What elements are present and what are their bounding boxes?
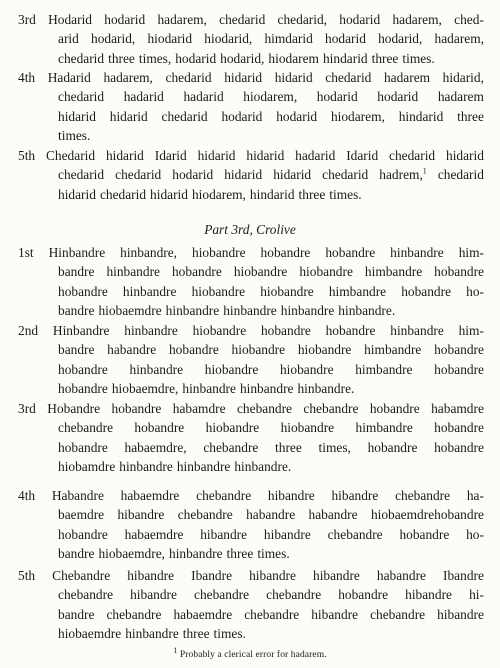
word: chebandre — [303, 401, 359, 416]
word: chebandre — [327, 526, 383, 542]
word: himbandre — [355, 420, 413, 436]
footnote-ref: 1 — [422, 166, 427, 176]
word: hobandre — [171, 264, 222, 280]
verse-line — [18, 262, 484, 281]
word: hiodarem, — [191, 186, 246, 202]
word: himbandre — [364, 342, 422, 358]
word: 4th — [18, 488, 36, 503]
word: 3rd — [18, 401, 36, 416]
word: habaemdre — [120, 488, 180, 503]
word: Hinbandre — [52, 323, 110, 338]
verse-line — [18, 243, 484, 262]
word: hadarem — [437, 89, 484, 105]
word: hinbandre — [390, 245, 444, 260]
word: hiobaemdre — [58, 625, 122, 641]
word: chedarid, — [277, 12, 327, 27]
word: Ibandre — [443, 568, 484, 583]
word: hodarid — [104, 12, 146, 27]
word: hodarid, — [220, 50, 265, 66]
word: hodarid — [377, 89, 419, 105]
word: hobandre — [367, 439, 418, 455]
word: habandre — [246, 507, 296, 523]
word: hidarid — [246, 148, 285, 163]
word: ho- — [466, 283, 484, 299]
word: Habandre — [51, 488, 104, 503]
word: hobandre — [434, 439, 484, 455]
word: hindarid — [249, 186, 295, 202]
word: ho- — [466, 526, 484, 542]
word: himbandre — [355, 361, 413, 377]
word: hodarid, — [378, 31, 423, 47]
word: hodarid — [221, 108, 263, 124]
word: hibandre — [200, 526, 248, 542]
word: hobandre — [111, 401, 162, 416]
word: hinbandre. — [297, 380, 355, 396]
word: habamdre — [172, 401, 226, 416]
word: chedarid — [58, 50, 105, 66]
word: 3rd — [18, 12, 36, 27]
part-title: Part 3rd, Crolive — [204, 222, 296, 237]
word: baemdre — [58, 507, 105, 523]
word: hadarem, — [392, 12, 442, 27]
footnote — [0, 645, 500, 660]
word: him- — [458, 323, 484, 338]
word: ha- — [466, 488, 484, 503]
word: hidarid — [58, 186, 96, 202]
word: hobandre — [58, 361, 108, 377]
verse-line — [18, 486, 484, 505]
word: hadarem — [383, 70, 431, 85]
word: hadarem, — [434, 31, 484, 47]
word: times, — [138, 50, 172, 66]
word: times. — [402, 50, 435, 66]
word: hibandre — [437, 606, 484, 622]
word: times. — [58, 127, 91, 143]
word: Hobandre — [47, 401, 101, 416]
verse-line — [18, 438, 484, 457]
word: hibandre — [130, 587, 177, 603]
word: hiodarem, — [330, 108, 385, 124]
word: three — [371, 50, 399, 66]
word: hinbandre — [239, 380, 294, 396]
word: hiobandre — [205, 420, 260, 436]
word: chebandre — [58, 420, 114, 436]
verse-line — [18, 525, 484, 544]
word: 5th — [18, 148, 36, 163]
verse-line — [18, 624, 484, 643]
verse-line — [18, 321, 484, 340]
word: hibandre — [405, 587, 452, 603]
word: hiobandre — [192, 323, 247, 338]
word: hinbandre — [124, 323, 178, 338]
word: chebandre — [395, 488, 451, 503]
word: hiodarid — [147, 31, 193, 47]
verse-line — [18, 379, 484, 398]
word: chedarid — [322, 167, 369, 183]
word: bandre — [58, 342, 95, 358]
verse-line — [18, 282, 484, 301]
verse-block — [18, 243, 484, 320]
word: chebandre — [203, 439, 259, 455]
word: Idarid — [154, 148, 187, 163]
verse-line — [18, 10, 484, 29]
word: hiobandre — [192, 245, 246, 260]
word: chebandre — [244, 606, 300, 622]
word: himbandre — [364, 264, 423, 280]
word: Chedarid — [45, 148, 96, 163]
verse-line — [18, 585, 484, 604]
word: three — [226, 545, 254, 561]
word: hobandre — [168, 342, 219, 358]
word: hibandre — [313, 568, 360, 583]
word: hobandre — [399, 526, 450, 542]
word: hinbandre — [169, 545, 223, 561]
word: times, — [318, 439, 351, 455]
word: hobandre — [58, 283, 108, 299]
word: hibandre — [249, 568, 296, 583]
footnote-text: Probably a clerical error for hadarem. — [179, 650, 327, 660]
word: hinbandre. — [234, 458, 292, 474]
word: hibandre — [117, 507, 165, 523]
word: hidarid — [150, 186, 188, 202]
word: Hadarid — [47, 70, 91, 85]
word: hodarid, — [91, 31, 136, 47]
word: hiodarem, — [243, 89, 298, 105]
verse-line — [18, 360, 484, 379]
verse-block — [18, 321, 484, 398]
word: hiobandre — [279, 361, 334, 377]
word: hiobamdre — [58, 458, 116, 474]
verse-line — [18, 418, 484, 437]
word: chebandre — [106, 606, 162, 622]
word: hiobandre — [231, 342, 286, 358]
word: 1st — [18, 245, 34, 260]
word: hiobaemdre, — [98, 545, 165, 561]
word: three — [298, 186, 326, 202]
word: hiodarem — [268, 50, 319, 66]
word: hadarem, — [103, 70, 153, 85]
verse-block — [18, 486, 484, 563]
word: three — [457, 108, 484, 124]
verse-line — [18, 146, 484, 165]
word: hobandre — [325, 323, 376, 338]
word: hiobandre — [299, 264, 353, 280]
word: hadarid — [295, 148, 336, 163]
word: habaemdre — [124, 526, 184, 542]
word: 2nd — [18, 323, 39, 338]
word: times. — [257, 545, 290, 561]
verse-line — [18, 457, 484, 476]
word: bandre — [58, 545, 95, 561]
word: chedarid — [437, 167, 484, 183]
word: himdarid — [264, 31, 313, 47]
word: hiobaemdre, — [111, 380, 179, 396]
word: hobandre — [434, 420, 484, 436]
verse-line — [18, 107, 484, 126]
word: him- — [458, 245, 484, 260]
word: hibandre — [263, 526, 311, 542]
word: habandre — [308, 507, 358, 523]
word: times. — [329, 186, 362, 202]
word: hodarid — [172, 167, 214, 183]
word: hibandre — [267, 488, 315, 503]
word: hidarid — [446, 148, 484, 163]
verse-line — [18, 126, 484, 145]
word: chedarid — [161, 108, 208, 124]
word: chebandre — [370, 606, 426, 622]
word: hodarid — [325, 31, 366, 47]
word: hobandre — [434, 361, 484, 377]
word: hodarid — [339, 12, 381, 27]
word: hidarid — [197, 148, 236, 163]
word: hinbandre — [119, 458, 173, 474]
word: habaemdre — [173, 606, 233, 622]
word: three — [182, 625, 210, 641]
word: chebandre — [196, 488, 252, 503]
word: bandre — [58, 606, 95, 622]
verse-line — [18, 566, 484, 585]
word: hodarid — [316, 89, 358, 105]
word: chedarid — [219, 12, 266, 27]
word: hodarid — [276, 108, 318, 124]
word: hobandre — [58, 526, 108, 542]
word: hiobandre — [280, 420, 335, 436]
word: hinbandre — [176, 458, 231, 474]
word: hindarid — [398, 108, 444, 124]
word: hidarid — [224, 167, 263, 183]
word: hidarid — [274, 70, 313, 85]
word: chebandre — [236, 401, 292, 416]
word: hobandre — [434, 342, 484, 358]
word: bandre — [58, 264, 95, 280]
word: himbandre — [328, 283, 387, 299]
verse-block — [18, 399, 484, 476]
word: hinbandre — [165, 302, 220, 318]
word: hobandre — [260, 323, 311, 338]
word: chedarid — [165, 70, 212, 85]
word: hadarem, — [157, 12, 207, 27]
verse-line — [18, 87, 484, 106]
word: hobandre — [338, 587, 389, 603]
word: hiobandre — [233, 264, 288, 280]
word: chedarid — [99, 186, 147, 202]
word: hiobaemdre — [98, 302, 162, 318]
word: chebandre — [58, 587, 114, 603]
word: hinbandre — [182, 380, 236, 396]
word: hinbandre — [106, 264, 160, 280]
word: hindarid — [322, 50, 368, 66]
verse-line — [18, 29, 484, 48]
word: Hodarid — [48, 12, 93, 27]
word: hibandre — [331, 488, 379, 503]
word: hadarid — [183, 89, 224, 105]
word: Idarid — [346, 148, 379, 163]
verse-line — [18, 340, 484, 359]
verse-line — [18, 505, 484, 524]
word: hibandre — [127, 568, 175, 583]
word: hidarid — [224, 70, 263, 85]
verse-line — [18, 399, 484, 418]
word: ched- — [454, 12, 484, 27]
word: hiobaemdrehobandre — [370, 507, 484, 523]
word: hobandre — [325, 245, 376, 260]
word: hadarid — [123, 89, 164, 105]
word: three — [108, 50, 135, 66]
word: three — [275, 439, 302, 455]
word: habamdre — [431, 401, 484, 416]
verse-block — [18, 10, 484, 68]
word: chedarid — [115, 167, 162, 183]
word: hobandre — [58, 439, 108, 455]
verse-block — [18, 146, 484, 204]
word: times. — [213, 625, 246, 641]
word: hidarid — [109, 108, 148, 124]
word: Chebandre — [52, 568, 111, 583]
word: hibandre — [311, 606, 359, 622]
word: hidarid — [58, 108, 96, 124]
verse-line — [18, 185, 484, 204]
word: hinbandre — [125, 625, 179, 641]
word: chebandre — [194, 587, 250, 603]
word: hiobandre — [191, 283, 246, 299]
word: habaemdre, — [124, 439, 187, 455]
word: hinbandre — [390, 323, 444, 338]
word: hinbandre — [129, 361, 184, 377]
word: Ibandre — [191, 568, 233, 583]
word: chedarid — [389, 148, 436, 163]
verse-line — [18, 49, 484, 68]
word: hinbandre. — [338, 302, 396, 318]
footnote-mark: 1 — [173, 645, 178, 655]
word: Hinbandre — [48, 245, 106, 260]
word: habandre — [107, 342, 157, 358]
verse-block — [18, 68, 484, 145]
word: chedarid — [325, 70, 372, 85]
word: hobandre — [260, 245, 311, 260]
word: hobandre — [434, 264, 484, 280]
word: hiobandre — [204, 361, 259, 377]
word: hiobandre — [297, 342, 352, 358]
word: 5th — [18, 568, 36, 583]
word: chebandre — [266, 587, 322, 603]
verse-line — [18, 68, 484, 87]
word: chebandre — [177, 507, 233, 523]
word: hiobandre — [260, 283, 314, 299]
word: hiodarid, — [204, 31, 253, 47]
word: 4th — [18, 70, 36, 85]
word: hi- — [469, 587, 484, 603]
verse-line — [18, 165, 484, 184]
verse-line — [18, 544, 484, 563]
word: hodarid — [175, 50, 217, 66]
word: hinbandre — [223, 302, 277, 318]
word: chedarid — [58, 167, 105, 183]
word: hadrem,$^1$ — [379, 166, 427, 183]
word: hidarid, — [442, 70, 484, 85]
word: hinbandre — [122, 283, 177, 299]
word: hobandre — [401, 283, 452, 299]
verse-block — [18, 566, 484, 643]
word: hobandre — [58, 380, 108, 396]
word: hidarid — [273, 167, 312, 183]
word: hidarid — [105, 148, 144, 163]
word: arid — [58, 31, 79, 47]
word: chedarid — [58, 89, 105, 105]
verse-line — [18, 605, 484, 624]
verse-line — [18, 301, 484, 320]
word: hobandre — [134, 420, 185, 436]
word: hinbandre — [280, 302, 335, 318]
word: habandre — [376, 568, 426, 583]
word: hinbandre, — [120, 245, 178, 260]
word: hobandre — [369, 401, 420, 416]
word: bandre — [58, 302, 95, 318]
